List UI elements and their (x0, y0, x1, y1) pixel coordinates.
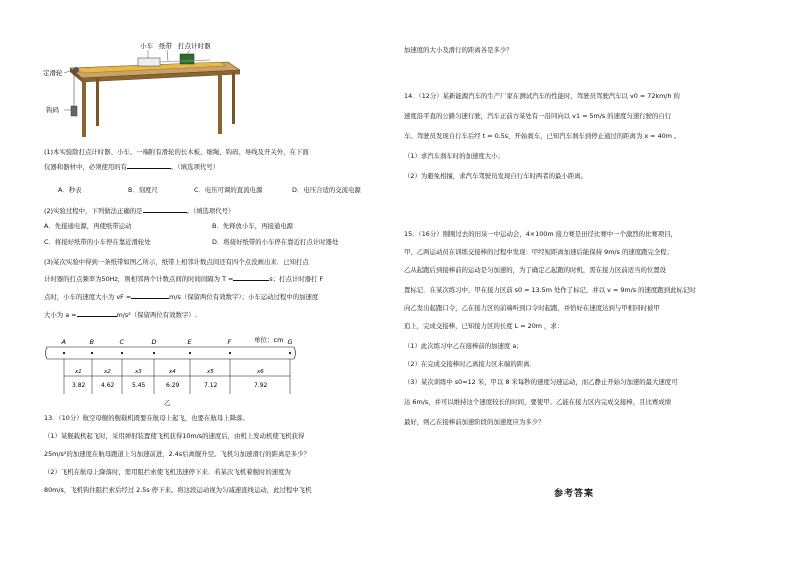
tape-point-G: G (287, 338, 293, 346)
label-pulley: 定滑轮 (43, 69, 63, 77)
q15-line3: 乙从起跑后到接棒前的运动是匀加速的，为了确定乙起跑的时机，需在接力区前适当的位置设 (404, 266, 667, 274)
label-car: 小车 (140, 42, 153, 50)
q13-line3: 25m/s²的加速度在航母跑道上匀加速前进，2.4s后离舰升空。飞机匀加速滑行的距离是多少？ (44, 450, 310, 458)
segment-label-x1: x1 (75, 369, 82, 375)
q13-line1: 13．（10分）航空母舰的舰载机既要在航母上起飞，也要在航母上降落。 (44, 414, 249, 422)
apparatus-figure (40, 40, 240, 140)
segment-value-x5: 7.12 (204, 382, 218, 389)
q13-line4: （2）飞机在航母上降落时，需用阻拦索使飞机迅速停下来．若某次飞机着舰时的速度为 (44, 468, 291, 476)
label-timer: 打点计时器 (178, 42, 211, 50)
segment-label-x6: x6 (257, 369, 264, 375)
q3-line2: 计时器的打点频率为50Hz，则相邻两个计数点间的时间间隔为 T = s；打点计时器打 F (44, 272, 323, 286)
tape-unit: 单位：cm (254, 336, 284, 344)
tape-point-F: F (227, 338, 232, 346)
label-weight: 钩码 (46, 106, 59, 114)
q2-stem: (2)实验过程中，下列做法正确的是 。（填选项代号） (44, 204, 234, 218)
option-d: D．电压合适的交流电源 (292, 186, 361, 194)
segment-label-x4: x4 (169, 369, 176, 375)
q-intro-line2: 仪器和器材中，必须使用的有 。（填选项代号） (44, 160, 219, 174)
answer-blank-2[interactable] (143, 204, 187, 213)
q3-line4: 大小为 a = m/s²（保留两位有效数字）. (44, 308, 197, 322)
segment-label-x5: x5 (207, 369, 214, 375)
q15-line9: （3）某次训练中 s0=12 米，甲以 8 米每秒的速度匀速运动，而乙静止开始匀加速的最大速度可 (404, 378, 678, 386)
q15-line11: 最好，则乙在接棒前加速阶段的加速度应为多少？ (404, 418, 545, 426)
q2-option-b: B．先释放小车，再接通电源 (212, 222, 294, 230)
q2-option-c: C．将接好纸带的小车停在靠近滑轮处 (44, 238, 151, 246)
q3-line1: (3)某次实验中得到一条纸带如图乙所示，纸带上相邻计数点间还有四个点没画出来．已知打点 (44, 258, 309, 266)
tape-dot-G (289, 352, 291, 354)
q15-line5: 向乙发出起跑口令，乙在接力区的前端听到口令时起跑，并恰好在速度达到与甲相同时被甲 (404, 304, 660, 312)
q15-line7: （1）此次练习中乙在接棒前的加速度 a； (404, 342, 523, 350)
answer-blank-5[interactable] (77, 308, 117, 317)
q15-line6: 追上，完成交接棒，已知接力区的长度 L = 20m ，求： (404, 322, 564, 330)
q14-line4: （1）求汽车刹车时的加速度大小； (404, 152, 504, 160)
q14-line1: 14．（12分）某新能源汽车的生产厂家在测试汽车的性能时，驾驶员驾驶汽车以 v0 = 72km/h 的 (404, 92, 680, 100)
q-intro-line1: (1)本实验除打点计时器、小车、一端附有滑轮的长木板、细绳、钩码、导线及开关外，在下面 (44, 148, 309, 156)
segment-value-x3: 5.45 (132, 382, 146, 389)
q14-line2: 速度沿平直的公路匀速行驶，汽车正前方某处有一沿同向以 v1 = 5m/s 的速度匀速行驶的自行 (404, 112, 672, 120)
tape-dot-C (121, 352, 123, 354)
q15-line1: 15．（16分）刚刚过去的田泉一中运动会，4×100m 接力赛是田径比赛中一个激烈的比赛项目， (404, 230, 677, 238)
tape-dot-A (63, 352, 65, 354)
segment-value-x4: 6.29 (166, 382, 180, 389)
answer-blank-4[interactable] (131, 290, 169, 299)
tape-dot-B (91, 352, 93, 354)
tape-caption: 乙 (164, 399, 171, 407)
tape-dot-E (189, 352, 191, 354)
tape-point-B: B (89, 338, 94, 346)
option-c: C．电压可调的直流电源 (194, 186, 263, 194)
q2-option-d: D．将接好纸带的小车停在靠近打点计时器处 (212, 238, 339, 246)
q15-line4: 置标记．在某次练习中，甲在接力区前 s0 = 13.5m 处作了标记，并以 v = 9m/s 的速度跑到此标记时 (404, 286, 696, 294)
q15-line2: 甲、乙两运动员在训练交接棒的过程中发现：甲经短距离加速后能保持 9m/s 的速度跑完全程； (404, 248, 674, 256)
tape-point-A: A (61, 338, 66, 346)
q15-line10: 达 6m/s，并可以维持这个速度较长的时间，要使甲、乙能在接力区内完成交接棒，且比赛成绩 (404, 398, 672, 406)
tape-point-E: E (187, 338, 192, 346)
q2-option-a: A．先接通电源，再使纸带运动 (44, 222, 132, 230)
tape-figure (44, 332, 344, 408)
answer-blank-3[interactable] (233, 272, 269, 281)
option-a: A．秒表 (58, 186, 82, 194)
q14-line5: （2）为避免相撞，求汽车驾驶员发现自行车时两者的最小距离。 (404, 172, 588, 180)
segment-value-x6: 7.92 (254, 382, 268, 389)
segment-value-x2: 4.62 (101, 382, 115, 389)
label-tape: 纸带 (159, 42, 172, 50)
answer-section-title: 参考答案 (554, 489, 595, 499)
answer-blank-1[interactable] (127, 160, 171, 169)
q13-line2: （1）某舰载机起飞时，采用弹射装置使飞机获得10m/s的速度后，由机上发动机使飞机获得 (44, 432, 305, 440)
q15-line8: （2）在完成交接棒时乙离接力区末端的距离． (404, 360, 536, 368)
segment-label-x3: x3 (135, 369, 142, 375)
segment-label-x2: x2 (104, 369, 111, 375)
option-b: B．刻度尺 (128, 186, 158, 194)
tape-dot-F (229, 352, 231, 354)
tape-dot-D (153, 352, 155, 354)
segment-value-x1: 3.82 (72, 382, 86, 389)
q13-continuation: 加速度的大小及滑行的距离各是多少？ (404, 46, 513, 54)
q13-line5: 80m/s，飞机钩住阻拦索后经过 2.5s 停下来。将这段运动视为匀减速直线运动，此过程中飞机 (44, 486, 312, 494)
q14-line3: 车。驾驶员发现自行车后经 t = 0.5s，开始刹车，已知汽车刹车到停止通过的距离为 x = 40m 。 (404, 132, 681, 140)
q3-line3: 点时，小车的速度大小为 vF = m/s（保留两位有效数字）；小车运动过程中的加速度 (44, 290, 318, 304)
tape-point-C: C (119, 338, 125, 346)
tape-point-D: D (151, 338, 157, 346)
